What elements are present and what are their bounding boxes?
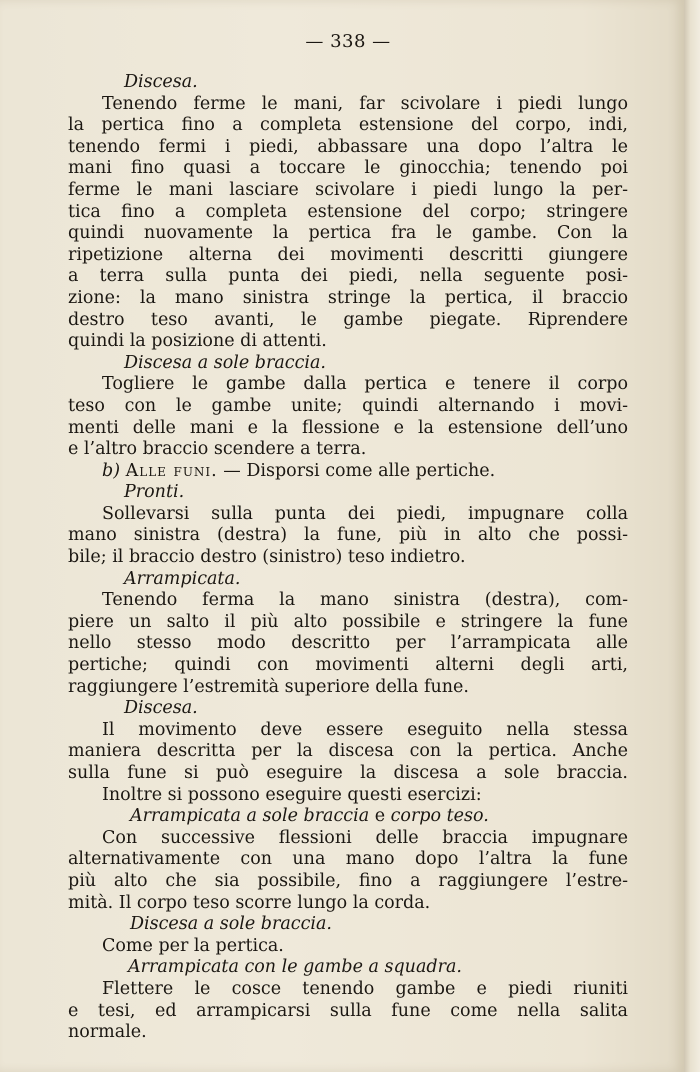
text-line: mani fino quasi a toccare le ginocchia; tenendo poi <box>68 158 628 179</box>
text-line: sulla fune si può eseguire la discesa a sole braccia. <box>68 763 628 783</box>
text-line: a terra sulla punta dei piedi, nella seguente posi- <box>68 266 628 287</box>
text-lines <box>68 72 628 1044</box>
text-line: e l’altro braccio scendere a terra. <box>68 439 367 460</box>
text-line: Inoltre si possono eseguire questi esercizi: <box>102 784 482 805</box>
text-line: tenendo fermi i piedi, abbassare una dopo l’altra le <box>68 136 628 157</box>
text-line: e tesi, ed arrampicarsi sulla fune come nella salita <box>68 1000 628 1021</box>
text-line: Togliere le gambe dalla pertica e tenere il corpo <box>102 374 628 395</box>
text-line: ferme le mani lasciare scivolare i piedi lungo la per- <box>68 179 628 200</box>
text-line: mità. Il corpo teso scorre lungo la corda. <box>68 892 431 913</box>
text-line: raggiungere l’estremità superiore della fune. <box>68 676 469 697</box>
heading-part: Arrampicata a sole braccia <box>130 806 370 827</box>
text-line: piere un salto il più alto possibile e stringere la fune <box>68 611 628 632</box>
text-line: mano sinistra (destra) la fune, più in alto che possi- <box>68 525 628 546</box>
text-line: bile; il braccio destro (sinistro) teso indietro. <box>68 547 466 568</box>
text-line: destro teso avanti, le gambe piegate. Riprendere <box>68 309 628 330</box>
page-text <box>68 30 628 1044</box>
text-line: zione: la mano sinistra stringe la pertica, il braccio <box>68 287 628 308</box>
section-heading: Arrampicata. <box>124 568 241 589</box>
section-title-rest: — Disporsi come alle pertiche. <box>217 460 496 481</box>
heading-part: corpo teso. <box>390 806 489 827</box>
text-line: quindi nuovamente la pertica fra le gambe. Con la <box>68 223 628 244</box>
text-line: Con successive flessioni delle braccia impugnare <box>102 827 628 848</box>
section-heading: Discesa a sole braccia. <box>130 914 332 935</box>
text-line: la pertica fino a completa estensione del corpo, indi, <box>68 115 628 136</box>
text-line: Il movimento deve essere eseguito nella stessa <box>102 719 628 740</box>
text-line: pertiche; quindi con movimenti alterni degli arti, <box>68 655 628 676</box>
text-line: Flettere le cosce tenendo gambe e piedi riuniti <box>102 978 628 999</box>
text-line: ripetizione alterna dei movimenti descritti giungere <box>68 244 628 265</box>
section-heading: Discesa. <box>124 698 198 719</box>
text-line: quindi la posizione di attenti. <box>68 331 327 352</box>
text-line: più alto che sia possibile, fino a raggiungere l’estre- <box>68 870 628 891</box>
text-line: nello stesso modo descritto per l’arrampicata alle <box>68 633 628 654</box>
section-heading: Discesa a sole braccia. <box>124 352 326 373</box>
text-line: Tenendo ferma la mano sinistra (destra), com- <box>102 590 628 611</box>
text-line: maniera descritta per la discesa con la pertica. Anche <box>68 741 628 762</box>
section-heading: Discesa. <box>124 72 198 92</box>
text-line: normale. <box>68 1022 147 1043</box>
page-number: — 338 — <box>305 31 391 52</box>
text-line: Come per la pertica. <box>102 935 284 956</box>
text-line: Sollevarsi sulla punta dei piedi, impugnare colla <box>102 503 628 524</box>
text-line: Tenendo ferme le mani, far scivolare i piedi lungo <box>102 93 628 114</box>
list-marker: b) <box>102 460 126 481</box>
section-heading: Arrampicata con le gambe a squadra. <box>128 957 462 978</box>
heading-part: e <box>369 806 391 827</box>
section-heading: Pronti. <box>124 482 185 503</box>
page-edge <box>684 0 700 1072</box>
text-line: teso con le gambe unite; quindi alternando i movi- <box>68 395 628 416</box>
section-title-line <box>68 461 628 483</box>
text-line: tica fino a completa estensione del corpo; stringere <box>68 201 628 222</box>
section-title: Alle funi. <box>125 460 218 481</box>
section-heading <box>68 806 628 828</box>
text-line: menti delle mani e la flessione e la estensione dell’uno <box>68 417 628 438</box>
text-line: alternativamente con una mano dopo l’altra la fune <box>68 849 628 870</box>
